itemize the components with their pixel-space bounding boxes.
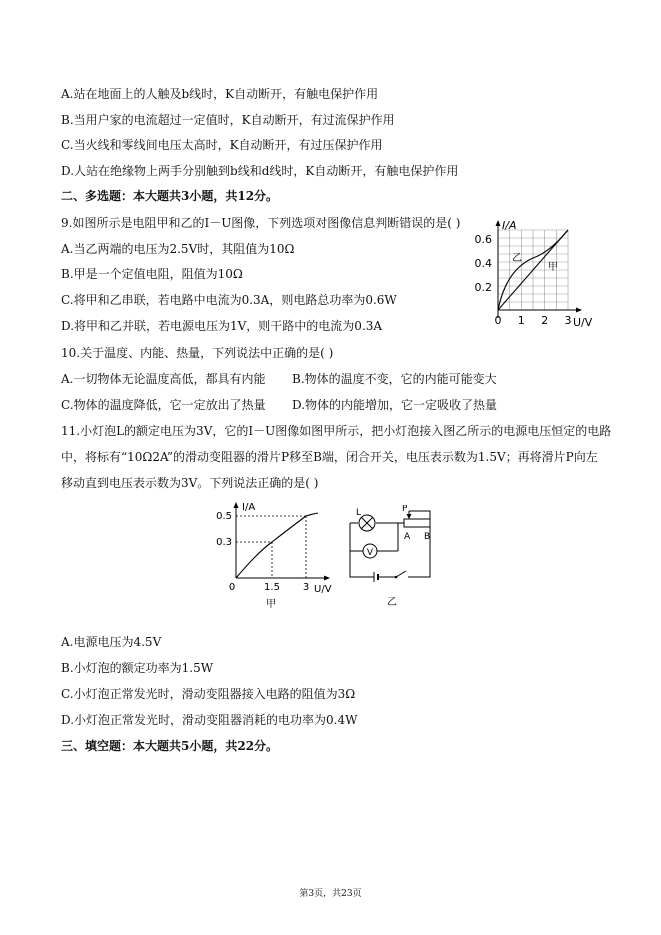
q11-option-b: B.小灯泡的额定功率为1.5W xyxy=(61,661,214,675)
q11-stem-line3: 移动直到电压表示数为3V。下列说法正确的是( ) xyxy=(61,476,319,490)
lamp-icon xyxy=(359,515,375,531)
q11-ytick: 0.5 xyxy=(216,511,232,522)
page-footer: 第3页，共23页 xyxy=(299,889,362,899)
section-heading-fill-in: 三、填空题：本大题共5小题，共22分。 xyxy=(61,739,279,753)
q11-xtick: 0 xyxy=(228,582,236,593)
switch-pivot xyxy=(395,576,398,579)
option-c: C.当火线和零线间电压太高时，K自动断开，有过压保护作用 xyxy=(61,138,383,152)
q9-stem: 9.如图所示是电阻甲和乙的I－U图像，下列选项对图像信息判断错误的是( ) xyxy=(61,216,461,230)
q9-ylabel: I/A xyxy=(502,219,517,232)
q9-option-c: C.将甲和乙串联，若电路中电流为0.3A，则电路总功率为0.6W xyxy=(61,293,397,307)
rheostat-icon xyxy=(404,519,430,527)
q11-option-c: C.小灯泡正常发光时，滑动变阻器接入电路的阻值为3Ω xyxy=(61,687,356,701)
q9-iu-graph xyxy=(470,214,610,334)
q9-label-yi: 乙 xyxy=(512,253,522,264)
q11-option-d: D.小灯泡正常发光时，滑动变阻器消耗的电功率为0.4W xyxy=(61,713,358,727)
terminal-a-label: A xyxy=(404,532,411,542)
circuit-caption: 乙 xyxy=(387,597,397,608)
option-a: A.站在地面上的人触及b线时，K自动断开，有触电保护作用 xyxy=(61,87,379,101)
battery-icon xyxy=(374,572,378,582)
q9-y-arrow xyxy=(496,220,501,226)
q9-label-jia: 甲 xyxy=(548,262,558,273)
q11-stem-line2: 中，将标有“10Ω2A”的滑动变阻器的滑片P移至B端，闭合开关，电压表示数为1.5V；再将滑片P向左 xyxy=(61,450,598,464)
q11-option-a: A.电源电压为4.5V xyxy=(61,635,162,649)
q11-graph-caption: 甲 xyxy=(266,599,276,610)
lamp-label: L xyxy=(356,508,362,518)
q11-ytick: 0.3 xyxy=(216,537,232,548)
q10-option-d: D.物体的内能增加，它一定吸收了热量 xyxy=(292,398,498,412)
q9-option-d: D.将甲和乙并联，若电源电压为1V，则干路中的电流为0.3A xyxy=(61,319,383,333)
q11-dashed-guides xyxy=(236,516,306,578)
q9-xtick: 2 xyxy=(541,314,549,327)
section-heading-multiple-choice: 二、多选题：本大题共3小题，共12分。 xyxy=(61,189,279,203)
q9-x-arrow xyxy=(576,308,582,313)
q11-iu-graph xyxy=(210,500,340,610)
q9-xlabel: U/V xyxy=(573,316,593,329)
q11-xlabel: U/V xyxy=(314,584,332,595)
q11-circuit-diagram xyxy=(342,505,442,610)
slider-arrow-icon xyxy=(407,514,412,519)
voltmeter-label: V xyxy=(366,548,374,558)
q11-ylabel: I/A xyxy=(242,502,256,513)
q9-xtick: 1 xyxy=(517,314,525,327)
q9-xtick: 3 xyxy=(564,314,572,327)
q11-stem-line1: 11.小灯泡L的额定电压为3V，它的I－U图像如图甲所示，把小灯泡接入图乙所示的电源电压恒定的电路 xyxy=(61,424,612,438)
q11-xtick: 3 xyxy=(302,582,310,593)
q11-y-arrow xyxy=(234,502,239,508)
q9-xtick: 0 xyxy=(494,314,502,327)
q9-ytick: 0.6 xyxy=(474,233,492,246)
q10-option-a: A.一切物体无论温度高低，都具有内能 xyxy=(61,372,266,386)
q9-option-b: B.甲是一个定值电阻，阻值为10Ω xyxy=(61,267,243,281)
q11-xtick: 1.5 xyxy=(264,582,280,593)
q10-option-b: B.物体的温度不变，它的内能可能变大 xyxy=(292,372,497,386)
q10-option-c: C.物体的温度降低，它一定放出了热量 xyxy=(61,398,266,412)
q10-stem: 10.关于温度、内能、热量，下列说法中正确的是( ) xyxy=(61,346,334,360)
option-d: D.人站在绝缘物上两手分别触到b线和d线时，K自动断开，有触电保护作用 xyxy=(61,164,459,178)
q9-ytick: 0.4 xyxy=(474,257,492,270)
q11-x-arrow xyxy=(324,576,330,581)
voltmeter-icon xyxy=(363,544,377,558)
q9-ytick: 0.2 xyxy=(474,281,492,294)
terminal-b-label: B xyxy=(424,532,431,542)
option-b: B.当用户家的电流超过一定值时，K自动断开，有过流保护作用 xyxy=(61,113,395,127)
q9-option-a: A.当乙两端的电压为2.5V时，其阻值为10Ω xyxy=(61,242,295,256)
slider-label: P xyxy=(402,505,408,514)
